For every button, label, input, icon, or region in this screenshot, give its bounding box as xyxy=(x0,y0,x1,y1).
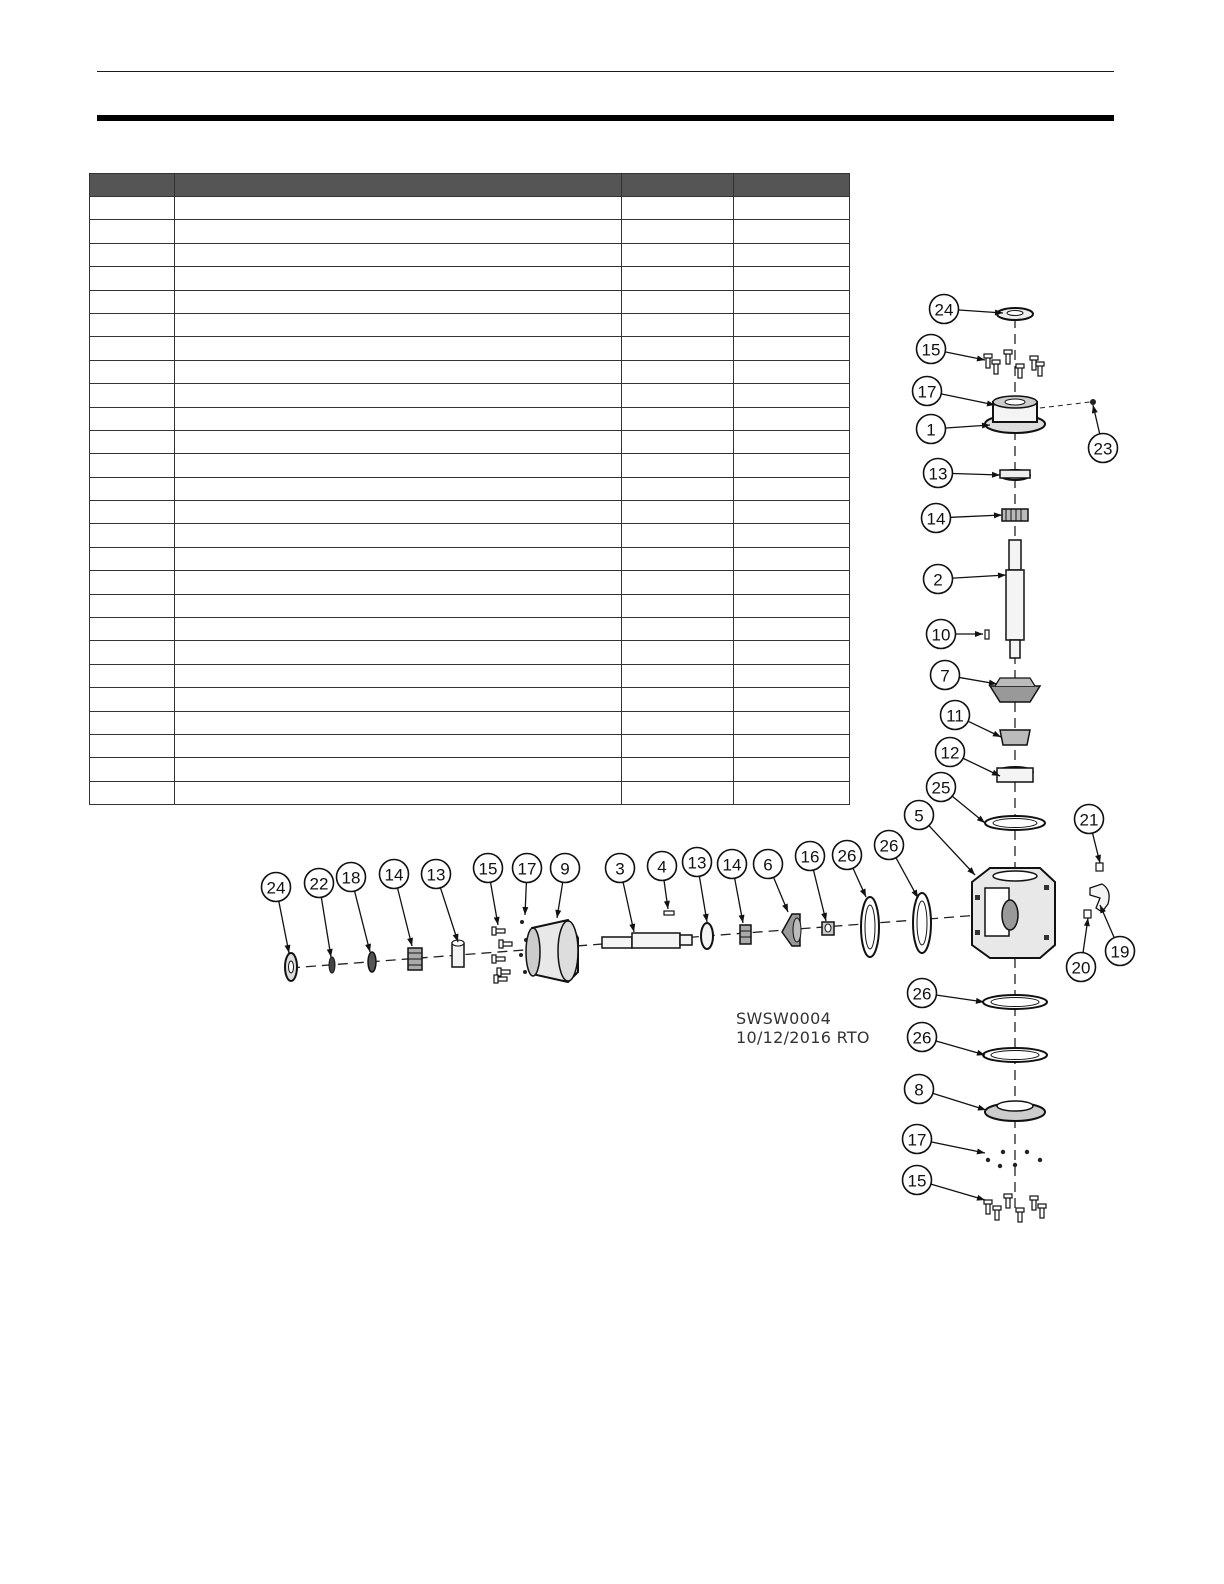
drawing-revision: 10/12/2016 RTO xyxy=(736,1028,870,1047)
callout-number: 21 xyxy=(1079,810,1099,830)
leader-arrow xyxy=(285,945,291,953)
horizontal-shaft xyxy=(602,933,692,948)
leader-arrow xyxy=(1095,855,1101,863)
drawing-id-block xyxy=(736,1009,870,1047)
callout-balloon xyxy=(833,841,867,898)
gearbox-housing xyxy=(972,868,1055,958)
leader-arrow xyxy=(994,512,1002,518)
callout-balloon xyxy=(683,848,712,923)
leader-arrow xyxy=(860,888,866,897)
bearing-cone-top xyxy=(1002,509,1028,521)
leader-arrow xyxy=(998,572,1006,578)
callout-number: 10 xyxy=(931,625,951,645)
callout-balloon xyxy=(337,863,371,953)
callout-number: 23 xyxy=(1093,439,1113,459)
leader-line xyxy=(929,826,975,875)
leader-arrow xyxy=(739,915,745,923)
callout-number: 15 xyxy=(478,859,498,879)
bolts-side xyxy=(492,927,512,983)
callout-number: 17 xyxy=(907,1130,927,1150)
callout-balloon xyxy=(931,661,998,690)
callout-number: 8 xyxy=(914,1080,924,1100)
callout-balloon xyxy=(905,1075,987,1111)
callout-balloon xyxy=(941,701,1002,738)
callout-number: 19 xyxy=(1110,942,1130,962)
gasket-top xyxy=(985,816,1045,830)
callout-balloon xyxy=(718,850,747,924)
leader-line xyxy=(355,892,370,952)
leader-line xyxy=(441,888,458,942)
bolts-top xyxy=(984,350,1044,378)
callout-number: 11 xyxy=(946,706,964,726)
callout-balloon xyxy=(917,415,991,444)
leader-arrow xyxy=(912,890,918,898)
callout-number: 22 xyxy=(309,874,329,894)
callout-balloon xyxy=(924,565,1007,594)
leader-arrow xyxy=(977,1105,986,1111)
callout-balloon xyxy=(1067,918,1096,982)
leader-arrow xyxy=(1084,918,1090,926)
callout-number: 6 xyxy=(763,855,773,875)
gasket-bottom-1 xyxy=(983,995,1047,1009)
callout-balloon xyxy=(924,459,1001,488)
callout-balloon xyxy=(422,860,459,943)
key-vertical xyxy=(985,630,989,639)
grease-fitting-top xyxy=(1090,399,1096,405)
callout-number: 12 xyxy=(940,743,960,763)
leader-arrow xyxy=(976,1195,985,1201)
leader-line xyxy=(931,1184,985,1200)
gasket-side-1 xyxy=(861,897,879,957)
callout-number: 26 xyxy=(912,1028,932,1048)
leader-arrow xyxy=(992,472,1000,478)
callout-balloon xyxy=(796,842,828,922)
leader-arrow xyxy=(821,913,827,921)
callout-number: 1 xyxy=(926,420,936,440)
callout-balloon xyxy=(930,295,1004,324)
callout-number: 7 xyxy=(940,666,950,686)
leader-arrow xyxy=(555,910,561,918)
leader-arrow xyxy=(522,907,528,915)
leader-arrow xyxy=(365,944,371,952)
callout-number: 26 xyxy=(837,846,857,866)
leader-arrow xyxy=(703,914,709,922)
callout-balloon xyxy=(1075,805,1104,864)
callout-balloon xyxy=(922,504,1003,533)
bearing-cap-top xyxy=(985,396,1045,433)
callout-balloon xyxy=(513,854,542,916)
leader-arrow xyxy=(664,901,670,909)
callout-balloon xyxy=(917,335,986,364)
bearing-cup-top xyxy=(1000,470,1030,480)
callout-number: 13 xyxy=(426,865,446,885)
leader-arrow xyxy=(977,1148,985,1154)
bearing-cap-bottom xyxy=(985,1101,1045,1121)
leader-line xyxy=(398,889,412,946)
bearing-cup-side-outer xyxy=(452,940,464,967)
seal-top xyxy=(997,308,1033,320)
callout-number: 2 xyxy=(933,570,943,590)
callout-number: 15 xyxy=(907,1171,927,1191)
callout-number: 5 xyxy=(914,806,924,826)
callout-balloon xyxy=(380,860,413,947)
seal-side xyxy=(285,953,297,981)
leader-line xyxy=(933,1093,986,1110)
callout-balloon xyxy=(305,869,334,958)
callout-number: 20 xyxy=(1071,958,1091,978)
callout-number: 14 xyxy=(384,865,404,885)
lockwashers-bottom xyxy=(986,1150,1042,1168)
callout-balloon xyxy=(936,738,1001,777)
gasket-side-2 xyxy=(913,893,931,953)
bevel-gear-vertical xyxy=(990,678,1040,702)
callout-number: 14 xyxy=(722,855,742,875)
callout-number: 16 xyxy=(800,847,820,867)
callout-balloon xyxy=(1100,905,1135,966)
drawing-number: SWSW0004 xyxy=(736,1009,832,1028)
callout-number: 3 xyxy=(615,859,625,879)
bearing-cap-side xyxy=(526,920,578,982)
leader-arrow xyxy=(975,631,983,637)
callout-number: 24 xyxy=(934,300,954,320)
leader-arrow xyxy=(782,903,788,912)
callout-number: 13 xyxy=(928,464,948,484)
callout-balloon xyxy=(903,1166,986,1201)
callout-balloon xyxy=(875,831,919,899)
nut-side xyxy=(822,922,834,935)
leader-arrow xyxy=(407,938,413,946)
fittings-right xyxy=(1084,863,1109,918)
leader-line xyxy=(321,898,331,957)
callout-number: 4 xyxy=(657,857,667,877)
leader-arrow xyxy=(327,949,333,957)
bevel-gear-horizontal xyxy=(782,914,801,946)
callout-number: 24 xyxy=(266,878,286,898)
vertical-shaft xyxy=(1006,540,1024,658)
callout-number: 17 xyxy=(917,382,937,402)
key-horizontal xyxy=(664,911,674,915)
bearing-cone-side-inner xyxy=(740,925,751,944)
bearing-cone-lower xyxy=(1000,730,1030,745)
leader-arrow xyxy=(494,917,500,925)
callout-number: 17 xyxy=(517,859,537,879)
callout-balloon xyxy=(927,773,986,824)
callout-balloon xyxy=(1089,405,1118,463)
snap-ring-side xyxy=(368,952,376,972)
callout-number: 18 xyxy=(341,868,361,888)
callout-number: 15 xyxy=(921,340,941,360)
leader-line xyxy=(932,1142,985,1153)
callout-balloon xyxy=(905,801,976,876)
callout-balloon xyxy=(908,979,985,1008)
bearing-cone-side-outer xyxy=(408,948,422,970)
gasket-bottom-2 xyxy=(983,1048,1047,1062)
callout-balloon xyxy=(913,377,996,407)
washer-side xyxy=(329,957,335,973)
callout-number: 26 xyxy=(912,984,932,1004)
callout-number: 25 xyxy=(931,778,951,798)
callout-balloon xyxy=(606,854,636,933)
grease-centerline xyxy=(1040,402,1090,408)
callout-balloon xyxy=(927,620,984,649)
leader-line xyxy=(942,394,995,405)
callout-number: 14 xyxy=(926,509,946,529)
callout-balloon xyxy=(474,854,503,926)
callout-balloon xyxy=(908,1023,986,1056)
bearing-cup-side-inner xyxy=(701,923,713,949)
callout-balloon xyxy=(648,852,677,910)
bearing-cup-lower xyxy=(997,767,1033,782)
callout-number: 9 xyxy=(560,859,570,879)
callout-number: 13 xyxy=(687,853,707,873)
callout-balloon xyxy=(262,873,291,954)
callout-balloon xyxy=(551,854,580,919)
callout-number: 26 xyxy=(879,836,899,856)
callout-balloon xyxy=(903,1125,986,1155)
callout-balloon xyxy=(754,850,789,913)
